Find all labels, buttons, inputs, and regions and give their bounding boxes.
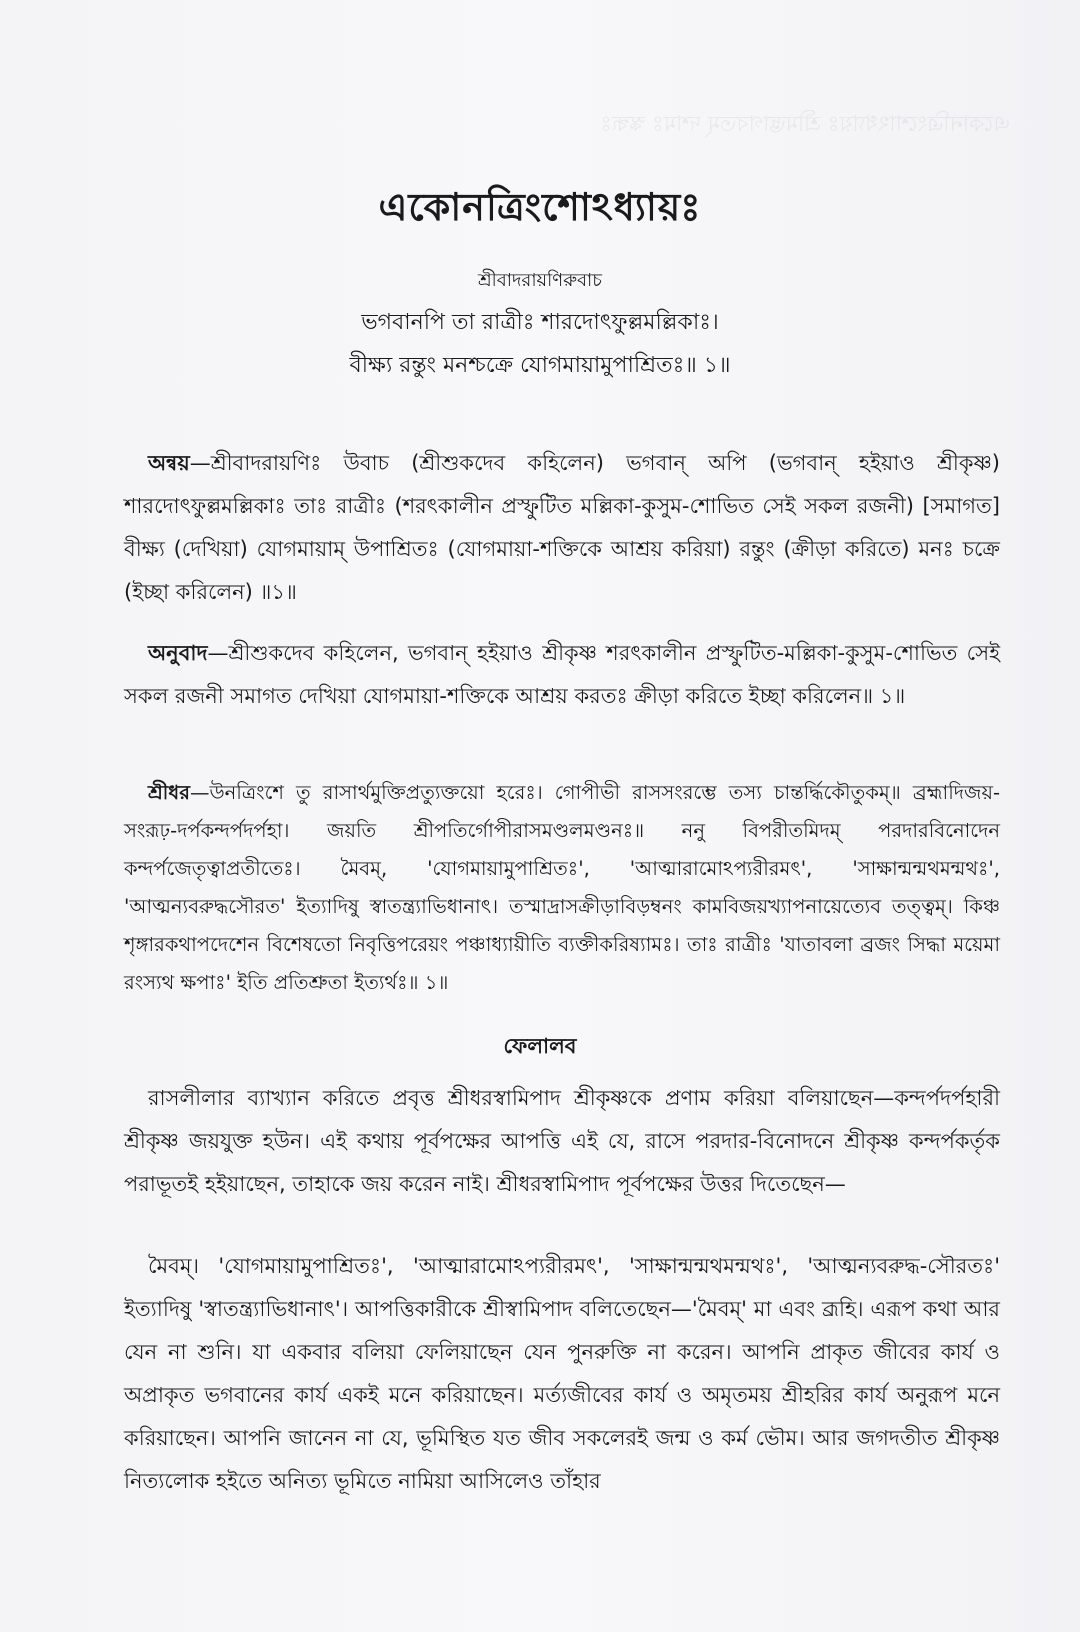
felalava-paragraph-1 <box>124 1077 1000 1206</box>
sridhar-commentary <box>124 774 1000 1002</box>
felalava-paragraph-2 <box>124 1245 1000 1503</box>
chapter-title: একোনত্রিংশোঽধ্যায়ঃ <box>378 185 702 229</box>
felalava-text-2: মৈবম্। 'যোগমায়ামুপাশ্রিতঃ', 'আত্মারামোঽপ্যরীরমৎ', 'সাক্ষান্মন্মথমন্মথঃ', 'আত্মন্যবরুদ্ধ-সৌরতঃ' ইত্যাদিষু 'স্বাতন্ত্র্যাভিধানাৎ'। আপত্তিকারীকে শ্রীস্বামিপাদ বলিতেছেন—'মৈবম্' মা এবং ব্রূহি। এরূপ কথা আর যেন না শুনি। যা একবার বলিয়া ফেলিয়াছেন যেন পুনরুক্তি না করেন। আপনি প্রাকৃত জীবের কার্য ও অপ্রাকৃত ভগবানের কার্য একই মনে করিয়াছেন। মর্ত্যজীবের কার্য ও অমৃতময় শ্রীহরির কার্য অনুরূপ মনে করিয়াছেন। আপনি জানেন না যে, ভূমিস্থিত যত জীব সকলেরই জন্ম ও কর্ম ভৌম। আর জগদতীত শ্রীকৃষ্ণ নিত্যলোক হইতে অনিত্য ভূমিতে নামিয়া আসিলেও তাঁহার <box>124 1254 1000 1493</box>
anvaya-text: —শ্রীবাদরায়ণিঃ উবাচ (শ্রীশুকদেব কহিলেন) ভগবান্ অপি (ভগবান্ হইয়াও শ্রীকৃষ্ণ) শারদোৎফুল্লমল্লিকাঃ তাঃ রাত্রীঃ (শরৎকালীন প্রস্ফুটিত মল্লিকা-কুসুম-শোভিত সেই সকল রজনী) [সমাগত] বীক্ষ্য (দেখিয়া) যোগমায়াম্ উপাশ্রিতঃ (যোগমায়া-শক্তিকে আশ্রয় করিয়া) রন্তুং (ক্রীড়া করিতে) মনঃ চক্রে (ইচ্ছা করিলেন) ॥১॥ <box>124 451 1000 604</box>
verse-line-1: ভগবানপি তা রাত্রীঃ শারদোৎফুল্লমল্লিকাঃ। <box>361 310 719 335</box>
anuvad-text: —শ্রীশুকদেব কহিলেন, ভগবান্ হইয়াও শ্রীকৃষ্ণ শরৎকালীন প্রস্ফুটিত-মল্লিকা-কুসুম-শোভিত সেই সকল রজনী সমাগত দেখিয়া যোগমায়া-শক্তিকে আশ্রয় করতঃ ক্রীড়া করিতে ইচ্ছা করিলেন॥ ১॥ <box>124 641 1000 708</box>
anuvad-paragraph <box>124 632 1000 718</box>
verse-line-2: বীক্ষ্য রন্তুং মনশ্চক্রে যোগমায়ামুপাশ্রিতঃ॥ ১॥ <box>349 353 731 378</box>
anvaya-paragraph <box>124 442 1000 614</box>
sridhar-text: —উনত্রিংশে তু রাসার্থমুক্তিপ্রত্যুক্তয়ো হরেঃ। গোপীভী রাসসংরম্ভে তস্য চান্তর্দ্ধিকৌতুকম্॥ ব্রহ্মাদিজয়-সংরূঢ়-দর্পকন্দর্পদর্পহা। জয়তি শ্রীপতির্গোপীরাসমণ্ডলমণ্ডনঃ॥ ননু বিপরীতমিদম্ পরদারবিনোদেন কন্দর্পজেতৃত্বাপ্রতীতেঃ। মৈবম্, 'যোগমায়ামুপাশ্রিতঃ', 'আত্মারামোঽপ্যরীরমৎ', 'সাক্ষান্মন্মথমন্মথঃ', 'আত্মন্যবরুদ্ধসৌরত' ইত্যাদিষু স্বাতন্ত্র্যাভিধানাৎ। তস্মাদ্রাসক্রীড়াবিড়ম্বনং কামবিজয়খ্যাপনায়েত্যেব তত্ত্বম্। কিঞ্চ শৃঙ্গারকথাপদেশেন বিশেষতো নিবৃত্তিপরেয়ং পঞ্চাধ্যায়ীতি ব্যক্তীকরিষ্যামঃ। তাঃ রাত্রীঃ 'যাতাবলা ব্রজং সিদ্ধা ময়েমা রংস্যথ ক্ষপাঃ' ইতি প্রতিশ্রুতা ইত্যর্থঃ॥ ১॥ <box>124 781 1000 994</box>
speaker-heading: শ্রীবাদরায়ণিরুবাচ <box>478 270 602 291</box>
anuvad-label: অনুবাদ <box>148 641 208 665</box>
section-title-felalava: ফেলালব <box>503 1034 577 1058</box>
felalava-text-1: রাসলীলার ব্যাখ্যান করিতে প্রবৃত্ত শ্রীধরস্বামিপাদ শ্রীকৃষ্ণকে প্রণাম করিয়া বলিয়াছেন—কন্দর্পদর্পহারী শ্রীকৃষ্ণ জয়যুক্ত হউন। এই কথায় পূর্বপক্ষের আপত্তি এই যে, রাসে পরদার-বিনোদনে শ্রীকৃষ্ণ কন্দর্পকর্তৃক পরাভূতই হইয়াছেন, তাহাকে জয় করেন নাই। শ্রীধরস্বামিপাদ পূর্বপক্ষের উত্তর দিতেছেন— <box>124 1086 1000 1196</box>
bleed-through-text: একোনত্রিংশোঽধ্যায়ঃ শ্রীমদ্ভাগবতম্ দশমঃ স্কন্ধঃ <box>600 112 1010 137</box>
anvaya-label: অন্বয় <box>148 451 190 475</box>
sridhar-label: শ্রীধর <box>148 781 190 804</box>
